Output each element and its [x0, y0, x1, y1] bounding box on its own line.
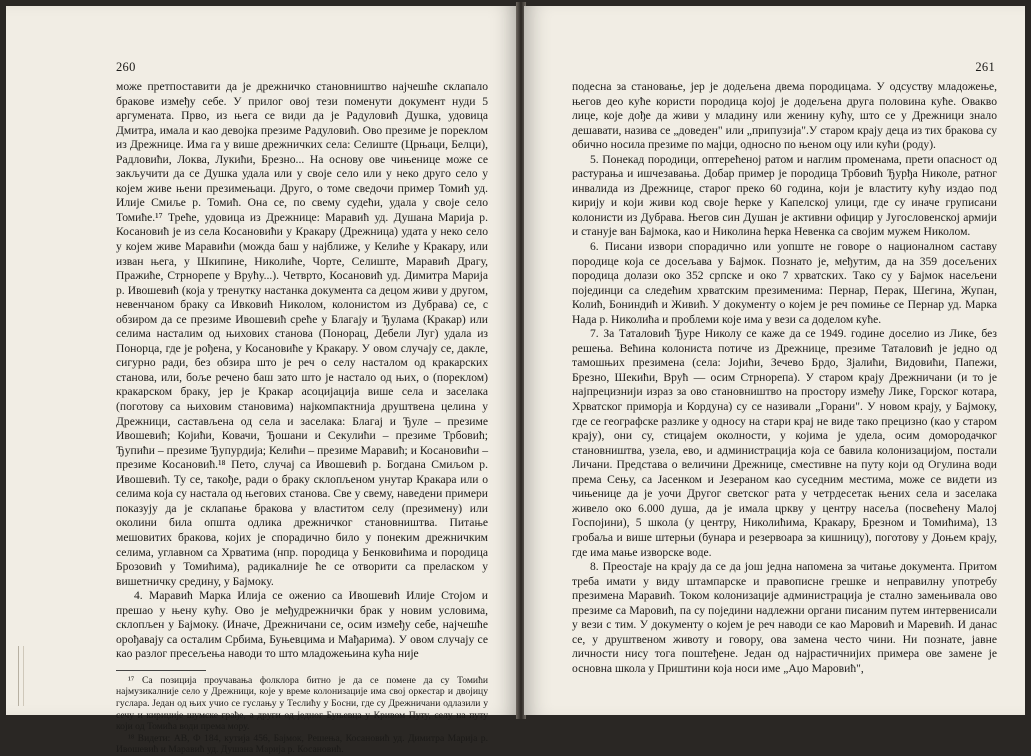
paragraph: може претпоставити да је дрежничко становништво најчешће склапало браковe између себе. У прилог овој тези поменути документ нуди 5 аргумената. Прво, из њега се види да је Радуловић Душка, удовица Дмитра, имала и као девојка презиме Радуловић. Ово презиме је пореклом из Дрежнице. Има га у више дрежничких села: Селиште (Црњаци, Белци), Радловићи, Локва, Лукићи, Брезно... На основу ове чињенице може се закључити да се Душка удала или у своје село или у неко друго село у којем живе њени презимењаци. Друго, о томе сведочи пример Томић уд. Илије Смиље р. Томић. Она се, по свему судећи, удала у своје село Томиће.¹⁷ Треће, удовица из Дрежнице: Маравић уд. Душана Марија р. Косановић је из села Косановићи у Кракару (Дрежница) удата у неко село у којем живе Маравићи (можда баш у најближе, у Келиће у Кракару, или изван њега, у Шкипине, Николиће, Чорте, Селиште, Маравић Драгу, Пражиће, Стрнорепе у Врућу...). Четврто, Косановић уд. Димитра Марија р. Ивошевић (која у тренутку настанка документа са децом живи у другом, невенчаном браку са Ивковић Николом, колонистом из Дубрава) се, с обзиром да се презиме Ивошевић среће у Благају и Ђулама (Кракар) или селима насталим од њихових станова (Понорац, Дебели Луг) удала из Понорца, где је рођена, у Косановиће у Кракару. У овом случају се, дакле, сигурно ради, без обзира што је реч о селу насталом од кракарских станова, или, боље речено баш зато што је настало од њих, о (пореклом) кракарском браку, јер је Кракар асоцијација више села и заселака (поготову са њиховим становима) најкомпактнија друштвена целина у Дрежници, састављена од села и заселака: Благај и Ђуле – презиме Ивошевић; Којићи, Ковачи, Ђошани и Секулићи – презиме Трбовић; Ђупићи – презиме Ђупурдија; Келићи – презиме Маравић; и Косановићи – презиме Косановић.¹⁸ Пето, случај са Ивошевић р. Богдана Смиљом р. Ивошевић. Ту се, такође, ради о браку склопљеном унутар Кракара или о селима која су настала од његових станова. Све у свему, наведени примери показују да је склапање бракова у властитом селу (презимену) или околини била општа одлика дрежничког становништва. Питање мешовитих бракова, којих је спорадично било у понеким дрежничким селима, углавном са Хрватима (нпр. породица у Бенковићима и породица Брозовић у Томићима), радикалније ће се отворити са преласком у вишетничку средину, у Бајмоку.	[116, 80, 488, 588]
paragraph: 7. За Таталовић Ђуре Николу се каже да се 1949. године доселио из Лике, без решења. Већина колониста потиче из Дрежнице, презиме Таталовић је једно од тамошњих презимена (села: Јојићи, Зечево Брдо, Зјалићи, Видовићи, Папежи, Брезно, Шекићи, Врућ — осим Стрнорепа). У старом крају Дрежничани (и то је најпрецизнији израз за ово становништво на простору између Лике, Горског котара, Хрватског приморја и Кордуна) су се називали „Горани". У новом крају, у Бајмоку, где се географске разлике у односу на стари крај не виде тако прецизно (као у старом крају), они су, стицајем околности, у којима је удела, осим домородачког становништва, узела, ево, и администрација која се бавила колонизацијом, постали Личани. Представа о величини Дрежнице, сместивне на путу који од Огулина води према Сењу, са Јасенком и Језераном као суседним местима, може се видети из чињенице да је уочи Другог светског рата у четрдесетак њених села и заселака живело око 6.000 душа, да је имала цркву у центру насеља (посвећену Малој Госпојини), 5 школа (у центру, Николићима, Кракару, Брезном и Томићима), 13 гробаља и више штерњи (бунара и резервоара за кишницу), поготову у Доњем крају, где има мање изворске воде.	[572, 327, 997, 559]
paragraph: 5. Понекад породици, оптерећеној ратом и наглим променама, прети опасност од растурања и ишчезавања. Добар пример је породица Трбовић Ђурђа Николе, ратног инвалида из Дрежнице, старог преко 60 година, који је властиту кућу издао под кирију и који живи код своје ћерке у Капелској улици, где су иначе груписани колонисти из Дубрава. Његов син Душан је активни официр у Југословенској армији и станује ван Бајмока, као и Николина ћерка Невенка са својим мужем Николом.	[572, 152, 997, 239]
page-number-left: 260	[116, 60, 136, 74]
left-page-body	[116, 80, 488, 756]
footnote: ¹⁸ Видети: АВ, Ф 184, кутија 456, Бајмок, Решења, Косановић уд. Димитра Марија р. Ивошевић и Маравић уд. Душана Марија р. Косановић.	[116, 732, 488, 756]
right-page-body	[572, 80, 997, 676]
paragraph: 6. Писани извори спорадично или уопште не говоре о националном саставу породице која се досељава у Бајмок. Познато је, међутим, да на 359 досељених породица долази око 352 српске и око 7 хрватских. Тако су у Бајмок насељени појединци са следећим хрватским презименима: Пернар, Перак, Шегина, Жупан, Колић, Бониндић и Живић. У документу о којем је реч помиње се Пернар уд. Марка Нада р. Николића и проблеми које има у вези са доделом куће.	[572, 240, 997, 326]
paragraph: 4. Маравић Марка Илија се оженио са Ивошевић Илије Стојом и прешао у њену кућу. Ово је међудрежнички брак у новим условима, склопљен у Бајмоку. (Иначе, Дрежничани се, осим између себе, најчешће орођавају са осталим Србима, Буњевцима и Мађарима). У овом случају се као разлог пресељења наводи то што младожењина кућа није	[116, 589, 488, 661]
paragraph: 8. Преостаје на крају да се да још једна напомена за читање документа. Притом треба имати у виду штампарске и правописне грешке и неправилну употребу презимена Маравић. Током колонизације администрација је стално замењивала ово презиме са Маровић, па су поједини надлежни органи писаним путем интервенисали у вези с тим. У документу о којем је реч наводи се као Маровић и Маревић. И данас се, у друштвеном животу и говору, ова замена често чини. Ни познате, јавне личности нису тога поштеђене. Један од најрастичнијих примера ове замене је основна школа у Приштини која носи име „Аџо Маровић",	[572, 560, 997, 675]
page-edge-marks	[18, 646, 24, 706]
footnotes	[116, 675, 488, 756]
footnote-divider	[116, 670, 206, 671]
paragraph: подесна за становање, јер је додељена двема породицама. У одсуству младожење, његов део куће користи породица којој је додељена друга половина куће. Овакво лице, које дође да живи у младину или женину кућу, што се у Дрежници знало дешавати, назива се „доведен" или „припузија".У старом крају деца из тих бракова су обично носила презиме по мајци, односно по њеном оцу или кући (роду).	[572, 80, 997, 152]
left-page	[6, 6, 518, 756]
footnote: ¹⁷ Са позиција проучавања фолклора битно је да се помене да су Томићи најмузикалније село у Дрежници, које у време колонизације има свој оркестар и двојицу гуслара. Један од њих учио се гуслању у Теслићу у Босни, где су Дрежничани одлазили у сечу и кириџије шумске грађе, а други од једног Буњевца у Кривом Путу, селу на путу који од Томића води према мору.	[116, 674, 488, 733]
page-number-right: 261	[975, 60, 995, 74]
right-page	[524, 6, 1025, 715]
